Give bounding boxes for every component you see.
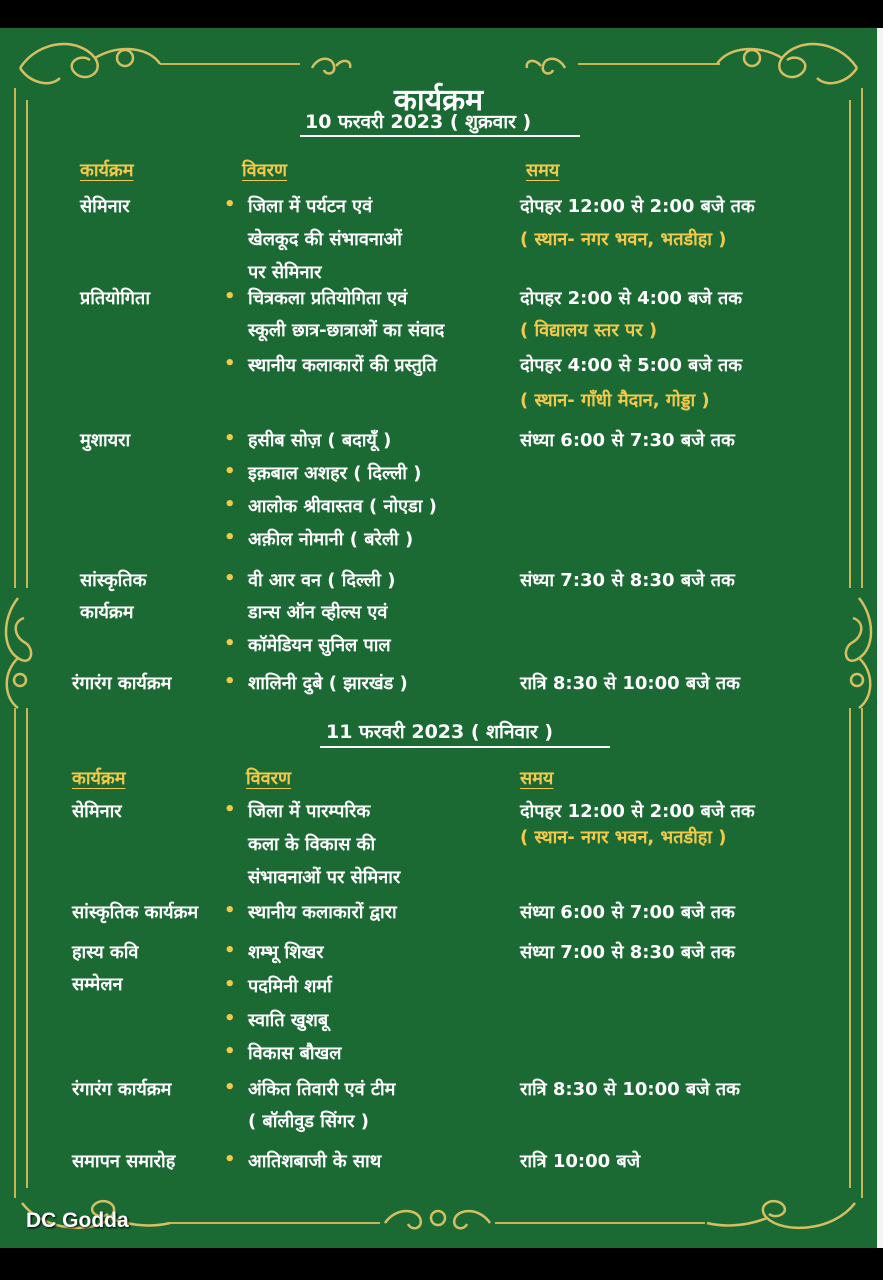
- day1-row2-detail-2: स्कूली छात्र-छात्राओं का संवाद: [248, 320, 445, 341]
- day1-row4-program: मुशायरा: [80, 430, 131, 451]
- day1-heading: 10 फरवरी 2023 ( शुक्रवार ): [305, 111, 532, 133]
- day2-row2-program: सांस्कृतिक कार्यक्रम: [72, 902, 199, 923]
- bullet-icon: •: [224, 461, 236, 482]
- day1-row5-time: संध्या 7:30 से 8:30 बजे तक: [520, 570, 735, 591]
- day2-row3-program-1: हास्य कवि: [72, 942, 139, 963]
- day1-row5-detail-3: कॉमेडियन सुनिल पाल: [248, 635, 391, 656]
- day2-heading: 11 फरवरी 2023 ( शनिवार ): [326, 721, 554, 743]
- bullet-icon: •: [224, 1041, 236, 1062]
- day1-row2-time: दोपहर 2:00 से 4:00 बजे तक: [520, 288, 743, 309]
- day1-row1-detail-2: खेलकूद की संभावनाओं: [248, 229, 402, 250]
- bullet-icon: •: [224, 1149, 236, 1170]
- day2-col-time-header: समय: [520, 768, 554, 789]
- page-title: कार्यक्रम: [393, 83, 484, 118]
- day1-row2-venue: ( विद्यालय स्तर पर ): [520, 320, 658, 341]
- day2-row1-detail-3: संभावनाओं पर सेमिनार: [248, 867, 401, 888]
- day1-row4-detail-3: आलोक श्रीवास्तव ( नोएडा ): [248, 496, 437, 517]
- day2-row1-venue: ( स्थान- नगर भवन, भतडीहा ): [520, 827, 727, 848]
- watermark-label: DC Godda: [26, 1209, 129, 1232]
- day1-row5-program-2: कार्यक्रम: [80, 602, 134, 623]
- right-edge-strip: [877, 28, 883, 1248]
- day1-row2-detail-1: चित्रकला प्रतियोगिता एवं: [248, 288, 408, 309]
- day1-row6-detail-1: शालिनी दुबे ( झारखंड ): [248, 673, 408, 694]
- bullet-icon: •: [224, 527, 236, 548]
- day2-row2-detail-1: स्थानीय कलाकारों द्वारा: [248, 902, 397, 923]
- bullet-icon: •: [224, 1077, 236, 1098]
- day2-row1-detail-2: कला के विकास की: [248, 834, 376, 855]
- bullet-icon: •: [224, 286, 236, 307]
- bullet-icon: •: [224, 900, 236, 921]
- bullet-icon: •: [224, 799, 236, 820]
- bullet-icon: •: [224, 1008, 236, 1029]
- day2-row4-detail-1: अंकित तिवारी एवं टीम: [248, 1079, 396, 1100]
- day1-row2-program: प्रतियोगिता: [80, 288, 150, 309]
- day2-row3-time: संध्या 7:00 से 8:30 बजे तक: [520, 942, 735, 963]
- day1-row4-detail-1: हसीब सोज़ ( बदायूँ ): [248, 430, 392, 451]
- bullet-icon: •: [224, 494, 236, 515]
- day2-row4-program: रंगारंग कार्यक्रम: [72, 1079, 172, 1100]
- day1-row1-time: दोपहर 12:00 से 2:00 बजे तक: [520, 196, 755, 217]
- day2-row1-detail-1: जिला में पारम्परिक: [248, 801, 371, 822]
- day2-row2-time: संध्या 6:00 से 7:00 बजे तक: [520, 902, 735, 923]
- bullet-icon: •: [224, 974, 236, 995]
- day1-row5-detail-2: डान्स ऑन व्हील्स एवं: [248, 602, 388, 623]
- day1-col-details-header: विवरण: [242, 160, 288, 181]
- day2-row5-program: समापन समारोह: [72, 1151, 176, 1172]
- day2-col-details-header: विवरण: [246, 768, 292, 789]
- bullet-icon: •: [224, 633, 236, 654]
- day1-heading-underline: [300, 135, 580, 137]
- day1-row1-detail-1: जिला में पर्यटन एवं: [248, 196, 373, 217]
- day1-row3-detail-1: स्थानीय कलाकारों की प्रस्तुति: [248, 355, 437, 376]
- day2-heading-underline: [320, 746, 610, 748]
- bullet-icon: •: [224, 428, 236, 449]
- day2-row3-detail-2: पदमिनी शर्मा: [248, 976, 332, 997]
- day2-row3-detail-1: शम्भू शिखर: [248, 942, 324, 963]
- day1-row4-detail-4: अक़ील नोमानी ( बरेली ): [248, 529, 414, 550]
- day2-row3-detail-4: विकास बौखल: [248, 1043, 342, 1064]
- bullet-icon: •: [224, 940, 236, 961]
- bullet-icon: •: [224, 568, 236, 589]
- day2-row1-time: दोपहर 12:00 से 2:00 बजे तक: [520, 801, 755, 822]
- day1-row1-detail-3: पर सेमिनार: [248, 262, 322, 283]
- day2-col-program-header: कार्यक्रम: [72, 768, 126, 789]
- day1-col-program-header: कार्यक्रम: [80, 160, 134, 181]
- day1-row6-time: रात्रि 8:30 से 10:00 बजे तक: [520, 673, 740, 694]
- day2-row4-time: रात्रि 8:30 से 10:00 बजे तक: [520, 1079, 740, 1100]
- day1-row5-program-1: सांस्कृतिक: [80, 570, 147, 591]
- bullet-icon: •: [224, 671, 236, 692]
- day1-row3-time: दोपहर 4:00 से 5:00 बजे तक: [520, 355, 743, 376]
- day2-row3-program-2: सम्मेलन: [72, 974, 123, 995]
- day1-row1-program: सेमिनार: [80, 196, 130, 217]
- day2-row3-detail-3: स्वाति खुशबू: [248, 1010, 329, 1031]
- day1-row3-venue: ( स्थान- गाँधी मैदान, गोड्डा ): [520, 390, 710, 411]
- day2-row5-time: रात्रि 10:00 बजे: [520, 1151, 641, 1172]
- day1-row1-venue: ( स्थान- नगर भवन, भतडीहा ): [520, 229, 727, 250]
- day1-col-time-header: समय: [526, 160, 560, 181]
- day2-row1-program: सेमिनार: [72, 801, 122, 822]
- bullet-icon: •: [224, 353, 236, 374]
- day1-row4-detail-2: इक़बाल अशहर ( दिल्ली ): [248, 463, 422, 484]
- bullet-icon: •: [224, 194, 236, 215]
- day2-row5-detail-1: आतिशबाजी के साथ: [248, 1151, 382, 1172]
- schedule-board: [0, 28, 877, 1248]
- day1-row4-time: संध्या 6:00 से 7:30 बजे तक: [520, 430, 735, 451]
- day1-row5-detail-1: वी आर वन ( दिल्ली ): [248, 570, 396, 591]
- day2-row4-detail-2: ( बॉलीवुड सिंगर ): [248, 1111, 370, 1132]
- day1-row6-program: रंगारंग कार्यक्रम: [72, 673, 172, 694]
